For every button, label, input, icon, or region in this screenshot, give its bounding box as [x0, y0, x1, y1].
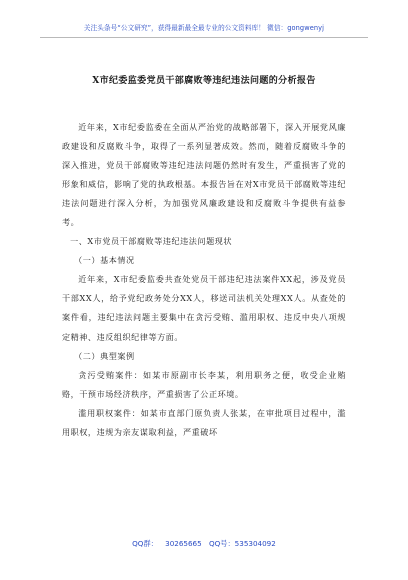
abuse-of-power-paragraph: 滥用职权案件：如某市直部门原负责人张某，在审批项目过程中，滥用职权，违规为亲友谋取利益，严重破坏: [62, 407, 346, 437]
subsection-heading-basic: （一）基本情况: [74, 255, 135, 266]
document-body: [62, 118, 346, 442]
intro-paragraph: 近年来，X市纪委监委在全面从严治党的战略部署下，深入开展党风廉政建设和反腐败斗争，取得了一系列显著成效。然而，随着反腐败斗争的深入推进，党员干部腐败等违纪违法问题仍然时有发生，严重损害了党的形象和威信，影响了党的执政根基。本报告旨在对X市党员干部腐败等违纪违法问题进行深入分析，为加强党风廉政建设和反腐败斗争提供有益参考。: [62, 122, 346, 228]
basic-situation-paragraph: 近年来，X市纪委监委共查处党员干部违纪违法案件XX起，涉及党员干部XX人，给予党纪政务处分XX人，移送司法机关处理XX人。从查处的案件看，违纪违法问题主要集中在贪污受贿、滥用职权、违反中央八项规定精神、违反组织纪律等方面。: [62, 274, 346, 342]
document-title: X市纪委监委党员干部腐败等违纪违法问题的分析报告: [92, 76, 316, 86]
section-heading-1: 一、X市党员干部腐败等违纪违法问题现状: [70, 236, 232, 247]
header-divider: [40, 37, 368, 38]
header-notice: 关注头条号“公文研究”，获得最新最全最专业的公文资料库！ 微信：gongwenyj: [83, 24, 325, 32]
footer-contact: QQ群： 30265665 QQ号：535304092: [132, 539, 276, 548]
bribery-case-paragraph: 贪污受贿案件：如某市原副市长李某，利用职务之便，收受企业贿赂，干预市场经济秩序，严重损害了公正环境。: [62, 369, 346, 399]
subsection-heading-cases: （二）典型案例: [74, 350, 135, 361]
